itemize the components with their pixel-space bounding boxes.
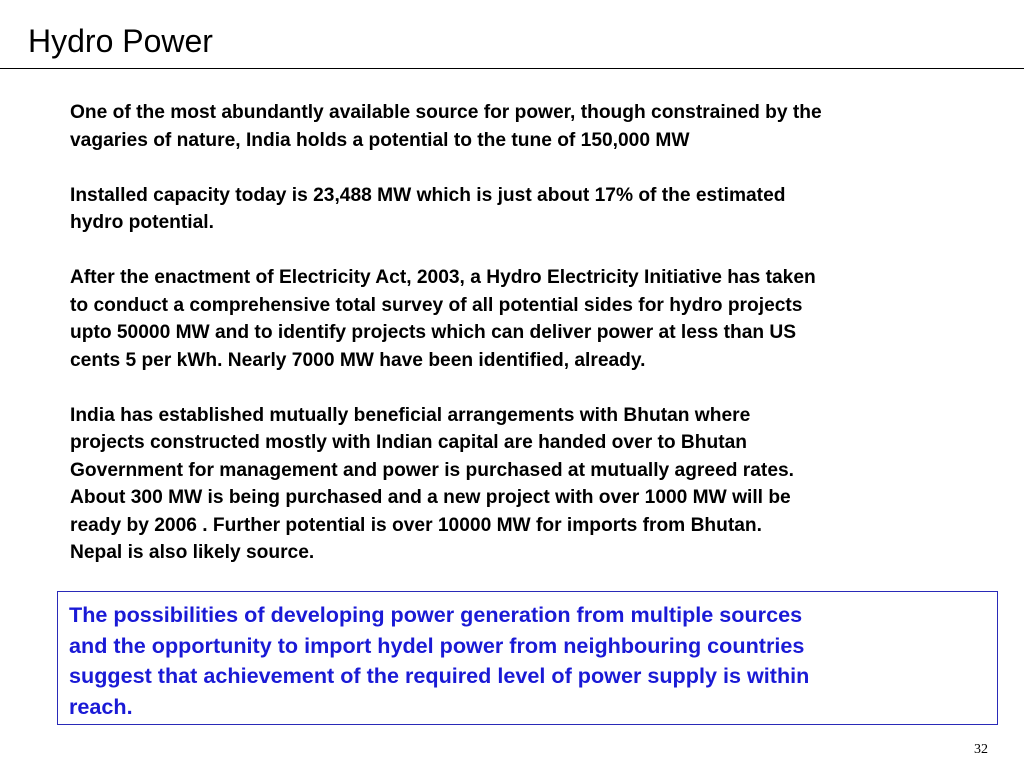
- slide-body: [70, 99, 970, 567]
- paragraph-hydro-potential: One of the most abundantly available source for power, though constrained by the vagaries of nature, India holds a potential to the tune of 150,000 MW: [70, 102, 822, 151]
- paragraph-hydro-initiative: After the enactment of Electricity Act, 2003, a Hydro Electricity Initiative has taken to conduct a comprehensive total survey of all potential sides for hydro projects upto 50000 MW and to identify projects which can deliver power at less than US cents 5 per kWh. Nearly 7000 MW have been identified, already.: [70, 267, 816, 371]
- paragraph-bhutan-imports: India has established mutually beneficial arrangements with Bhutan where projects constructed mostly with Indian capital are handed over to Bhutan Government for management and power is purchased at mutually agreed rates. About 300 MW is being purchased and a new project with over 1000 MW will be ready by 2006 . Further potential is over 10000 MW for imports from Bhutan. Nepal is also likely source.: [70, 404, 794, 563]
- paragraph-installed-capacity: Installed capacity today is 23,488 MW which is just about 17% of the estimated hydro potential.: [70, 184, 786, 233]
- page-number: 32: [974, 742, 988, 757]
- title-divider: [0, 68, 1024, 69]
- slide-title: Hydro Power: [28, 23, 213, 59]
- conclusion-callout-box: The possibilities of developing power generation from multiple sources and the opportunity to import hydel power from neighbouring countries suggest that achievement of the required level of power supply is within reach.: [57, 591, 998, 725]
